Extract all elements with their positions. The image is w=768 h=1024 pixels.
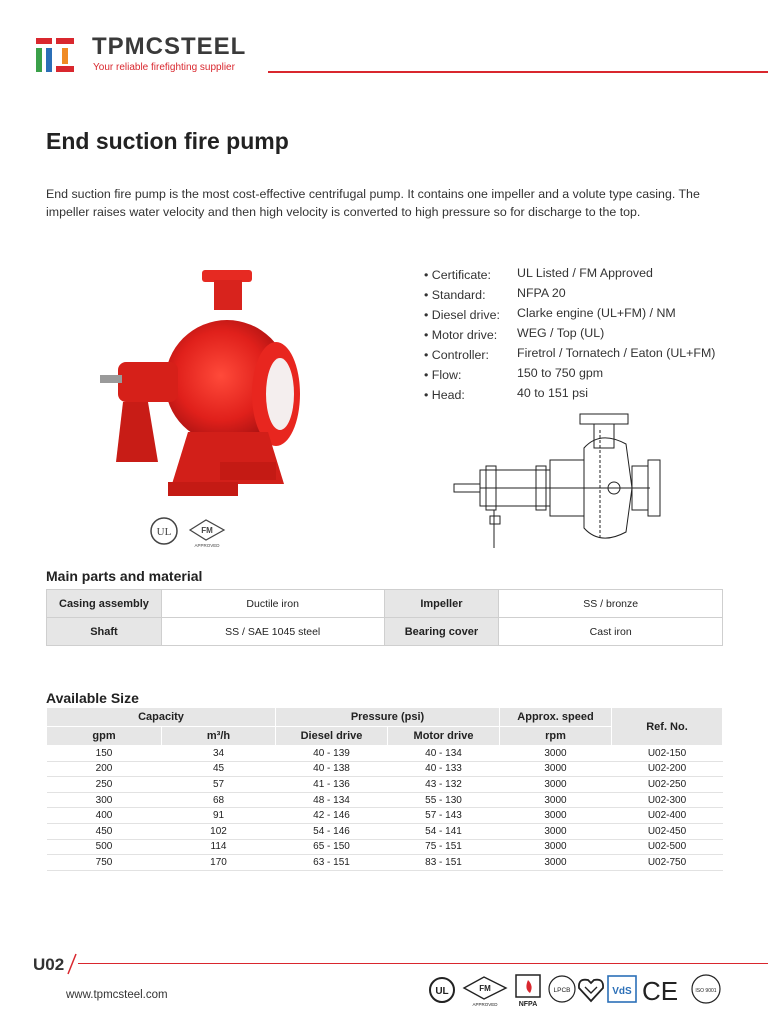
table-cell: 40 - 134 <box>388 746 500 762</box>
column-header: rpm <box>500 727 612 746</box>
column-group-header: Approx. speed <box>500 708 612 727</box>
table-cell: U02-250 <box>612 777 723 793</box>
table-cell: SS / SAE 1045 steel <box>161 618 384 646</box>
ce-mark-icon <box>642 976 678 1006</box>
table-cell: 40 - 133 <box>388 761 500 777</box>
table-cell: 42 - 146 <box>276 808 388 824</box>
table-cell: Ductile iron <box>161 590 384 618</box>
table-row <box>47 777 723 793</box>
spec-row <box>424 366 754 386</box>
fm-approved-logo-icon <box>190 520 224 548</box>
svg-text:FM: FM <box>479 984 491 993</box>
nfpa-logo-icon <box>516 975 540 1008</box>
table-row <box>47 792 723 808</box>
column-group-header: Pressure (psi) <box>276 708 500 727</box>
table-cell: U02-500 <box>612 839 723 855</box>
spec-key: • Head: <box>424 388 465 402</box>
table-row <box>47 746 723 762</box>
table-cell: 48 - 134 <box>276 792 388 808</box>
sizes-table <box>46 707 723 871</box>
parts-table <box>46 589 723 646</box>
svg-text:UL: UL <box>435 986 449 997</box>
table-cell: 3000 <box>500 746 612 762</box>
table-cell: 40 - 138 <box>276 761 388 777</box>
footer-divider <box>78 963 768 964</box>
table-cell: 3000 <box>500 839 612 855</box>
table-cell: 400 <box>47 808 162 824</box>
table-cell: 3000 <box>500 777 612 793</box>
brand-tagline: Your reliable firefighting supplier <box>93 62 235 73</box>
fm-approved-logo-icon <box>464 977 506 1007</box>
svg-text:APPROVED: APPROVED <box>194 543 220 548</box>
table-cell: 45 <box>162 761 276 777</box>
header-divider <box>268 71 768 73</box>
table-cell: 200 <box>47 761 162 777</box>
spec-row <box>424 266 754 286</box>
column-header: Motor drive <box>388 727 500 746</box>
table-cell: 3000 <box>500 792 612 808</box>
page-header <box>0 0 768 90</box>
svg-text:CE: CE <box>641 976 679 1006</box>
spec-value: NFPA 20 <box>517 286 566 300</box>
spec-row <box>424 326 754 346</box>
spec-value: Clarke engine (UL+FM) / NM <box>517 306 676 320</box>
svg-text:VdS: VdS <box>612 986 632 997</box>
table-cell: SS / bronze <box>499 590 723 618</box>
table-cell: 65 - 150 <box>276 839 388 855</box>
column-group-header: Capacity <box>47 708 276 727</box>
column-header: Diesel drive <box>276 727 388 746</box>
svg-text:UL: UL <box>156 526 172 538</box>
table-cell: 3000 <box>500 808 612 824</box>
table-cell: 41 - 136 <box>276 777 388 793</box>
svg-text:LPCB: LPCB <box>553 987 571 994</box>
table-cell: 102 <box>162 823 276 839</box>
table-cell: 3000 <box>500 761 612 777</box>
table-cell: 63 - 151 <box>276 855 388 871</box>
svg-text:ISO 9001: ISO 9001 <box>695 988 717 994</box>
table-cell: 83 - 151 <box>388 855 500 871</box>
table-cell: 91 <box>162 808 276 824</box>
page-title: End suction fire pump <box>46 128 289 154</box>
table-row <box>47 839 723 855</box>
table-cell: 114 <box>162 839 276 855</box>
table-row <box>47 855 723 871</box>
table-cell: U02-300 <box>612 792 723 808</box>
table-row <box>47 618 723 646</box>
table-cell: 68 <box>162 792 276 808</box>
intro-paragraph: End suction fire pump is the most cost-effective centrifugal pump. It contains one impeller and a volute type casing. The impeller raises water velocity and then high velocity is converted to high pressure so for discharge to the top. <box>46 187 700 219</box>
column-header: gpm <box>47 727 162 746</box>
table-cell: Cast iron <box>499 618 723 646</box>
lpcb-logo-icon <box>549 976 575 1002</box>
product-cert-badges <box>148 514 238 550</box>
page-code: U02 <box>33 955 65 974</box>
sizes-section-title: Available Size <box>46 690 139 706</box>
svg-text:NFPA: NFPA <box>518 1001 538 1008</box>
table-cell: Casing assembly <box>47 590 162 618</box>
table-cell: 43 - 132 <box>388 777 500 793</box>
table-cell: 250 <box>47 777 162 793</box>
table-cell: Impeller <box>384 590 499 618</box>
spec-value: 150 to 750 gpm <box>517 366 604 380</box>
spec-key: • Controller: <box>424 348 489 362</box>
brand-name: TPMCSTEEL <box>92 33 247 60</box>
column-header: m³/h <box>162 727 276 746</box>
ccc-heart-logo-icon <box>579 980 603 1001</box>
table-cell: 3000 <box>500 855 612 871</box>
table-cell: 150 <box>47 746 162 762</box>
table-cell: 750 <box>47 855 162 871</box>
table-cell: 34 <box>162 746 276 762</box>
table-cell: U02-400 <box>612 808 723 824</box>
slash-accent-icon <box>66 952 78 976</box>
table-row <box>47 590 723 618</box>
table-cell: 57 - 143 <box>388 808 500 824</box>
table-cell: 500 <box>47 839 162 855</box>
table-cell: 40 - 139 <box>276 746 388 762</box>
table-cell: 55 - 130 <box>388 792 500 808</box>
spec-key: • Motor drive: <box>424 328 498 342</box>
svg-text:FM: FM <box>201 526 213 535</box>
spec-key: • Certificate: <box>424 268 491 282</box>
vds-logo-icon <box>608 976 636 1002</box>
tpmc-logo-icon <box>36 38 74 72</box>
table-cell: Shaft <box>47 618 162 646</box>
spec-value: UL Listed / FM Approved <box>517 266 653 280</box>
spec-key: • Standard: <box>424 288 486 302</box>
table-cell: U02-450 <box>612 823 723 839</box>
table-cell: U02-150 <box>612 746 723 762</box>
table-row <box>47 823 723 839</box>
spec-value: Firetrol / Tornatech / Eaton (UL+FM) <box>517 346 716 360</box>
table-cell: 57 <box>162 777 276 793</box>
table-header-row <box>47 708 723 727</box>
spec-key: • Flow: <box>424 368 462 382</box>
column-header: Ref. No. <box>612 708 723 746</box>
sizes-table-body <box>47 746 723 871</box>
ul-logo-icon <box>430 978 454 1002</box>
table-row <box>47 761 723 777</box>
table-cell: Bearing cover <box>384 618 499 646</box>
table-cell: 54 - 141 <box>388 823 500 839</box>
spec-row <box>424 306 754 326</box>
table-cell: 450 <box>47 823 162 839</box>
table-row <box>47 808 723 824</box>
spec-row <box>424 346 754 366</box>
website-url: www.tpmcsteel.com <box>66 989 168 1001</box>
footer-cert-logos <box>428 972 724 1008</box>
spec-value: WEG / Top (UL) <box>517 326 605 340</box>
spec-row <box>424 386 754 406</box>
pump-product-image <box>98 262 308 507</box>
table-cell: 54 - 146 <box>276 823 388 839</box>
table-cell: U02-200 <box>612 761 723 777</box>
ul-logo-icon <box>151 518 177 544</box>
spec-value: 40 to 151 psi <box>517 386 588 400</box>
spec-key: • Diesel drive: <box>424 308 500 322</box>
iso-9001-logo-icon <box>692 975 720 1003</box>
table-cell: 3000 <box>500 823 612 839</box>
table-cell: U02-750 <box>612 855 723 871</box>
spec-row <box>424 286 754 306</box>
spec-list <box>424 266 754 406</box>
table-cell: 75 - 151 <box>388 839 500 855</box>
svg-text:APPROVED: APPROVED <box>472 1002 498 1007</box>
pump-cross-section-drawing <box>450 410 670 558</box>
table-cell: 300 <box>47 792 162 808</box>
parts-section-title: Main parts and material <box>46 568 203 584</box>
table-cell: 170 <box>162 855 276 871</box>
